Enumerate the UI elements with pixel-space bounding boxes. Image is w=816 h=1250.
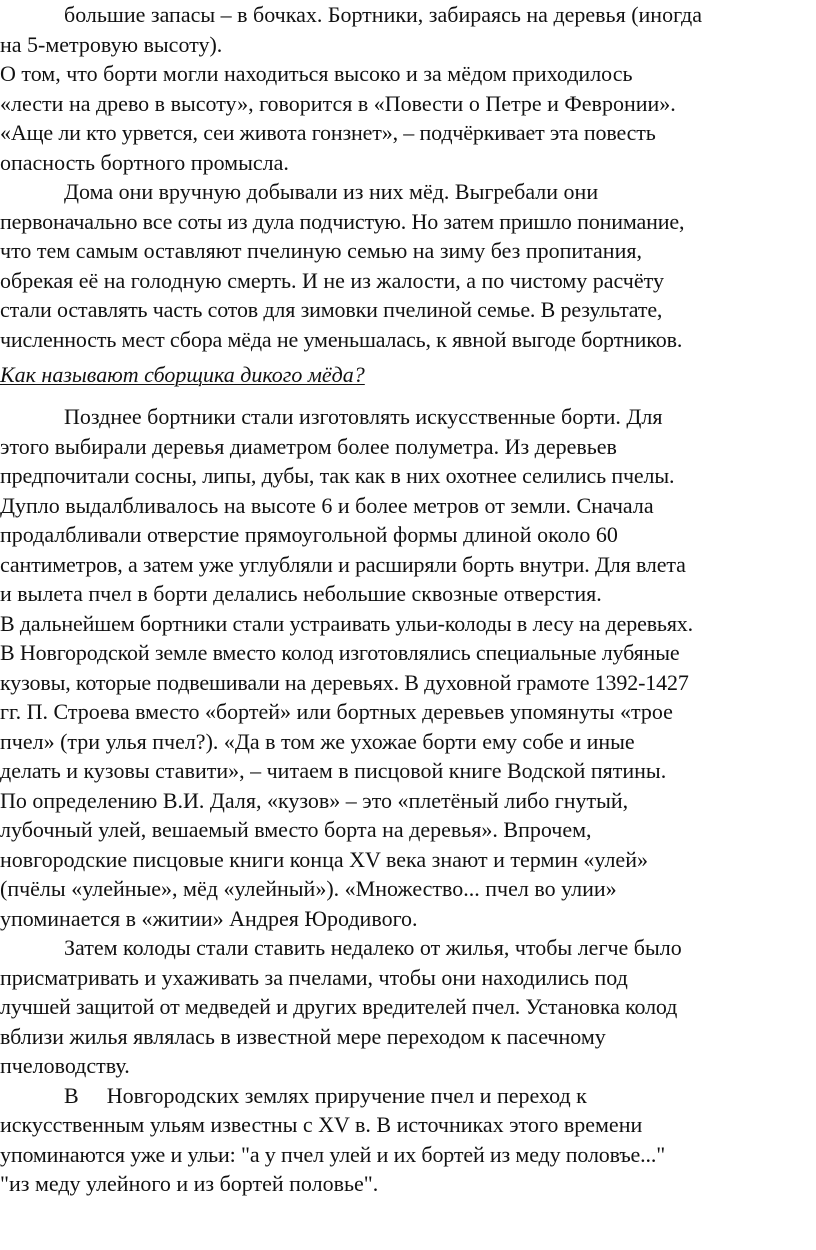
text-line: вблизи жилья являлась в известной мере переходом к пасечному bbox=[0, 1023, 606, 1049]
text-line: «Аще ли кто урвется, сеи живота гонзнет», – подчёркивает эта повесть bbox=[0, 120, 656, 145]
text-line: кузовы, которые подвешивали на деревьях. В духовной грамоте 1392-1427 bbox=[0, 669, 689, 695]
text-line: Позднее бортники стали изготовлять искусственные борти. Для bbox=[64, 404, 663, 429]
text-line: сантиметров, а затем уже углубляли и расширяли борть внутри. Для влета bbox=[0, 551, 686, 577]
text-line: упоминается в «житии» Андрея Юродивого. bbox=[0, 905, 418, 931]
text-line: лубочный улей, вешаемый вместо борта на деревья». Впрочем, bbox=[0, 817, 592, 842]
text-line: Дома они вручную добывали из них мёд. Выгребали они bbox=[64, 179, 599, 204]
text-line: пчел» (три улья пчел?). «Да в том же ухожае борти ему собе и иные bbox=[0, 728, 635, 754]
text-line: большие запасы – в бочках. Бортники, забираясь на деревья (иногда bbox=[64, 2, 702, 27]
text-fragment: Новгородских землях приручение пчел и переход к bbox=[106, 1082, 587, 1108]
text-line: и вылета пчел в борти делались небольшие сквозные отверстия. bbox=[0, 581, 602, 606]
text-line: Дупло выдалбливалось на высоте 6 и более метров от земли. Сначала bbox=[0, 492, 654, 518]
text-line: (пчёлы «улейные», мёд «улейный»). «Множество... пчел во улии» bbox=[0, 876, 617, 901]
text-line: численность мест сбора мёда не уменьшалась, к явной выгоде бортников. bbox=[0, 326, 683, 352]
text-line: В дальнейшем бортники стали устраивать ульи-колоды в лесу на деревьях. bbox=[0, 610, 693, 636]
text-line: искусственным ульям известны с XV в. В источниках этого времени bbox=[0, 1112, 643, 1137]
text-line: В Новгородской земле вместо колод изготовлялись специальные лубяные bbox=[0, 640, 680, 665]
text-line: пчеловодству. bbox=[0, 1053, 130, 1078]
text-line: на 5-метровую высоту). bbox=[0, 31, 223, 57]
text-line: О том, что борти могли находиться высоко и за мёдом приходилось bbox=[0, 61, 633, 86]
text-line: опасность бортного промысла. bbox=[0, 149, 289, 175]
text-block-top bbox=[0, 0, 816, 354]
text-line: этого выбирали деревья диаметром более полуметра. Из деревьев bbox=[0, 433, 617, 459]
text-line: присматривать и ухаживать за пчелами, чтобы они находились под bbox=[0, 964, 628, 990]
text-line bbox=[0, 1081, 816, 1111]
text-line: предпочитали сосны, липы, дубы, так как в них охотнее селились пчелы. bbox=[0, 463, 675, 488]
question-heading: Как называют сборщика дикого мёда? bbox=[0, 362, 365, 387]
text-line: новгородские писцовые книги конца XV века знают и термин «улей» bbox=[0, 846, 648, 872]
text-line: лучшей защитой от медведей и других вредителей пчел. Установка колод bbox=[0, 994, 678, 1019]
text-line: Затем колоды стали ставить недалеко от жилья, чтобы легче было bbox=[64, 935, 682, 960]
text-line: «лести на древо в высоту», говорится в «Повести о Петре и Февронии». bbox=[0, 90, 676, 116]
text-fragment: В bbox=[64, 1082, 79, 1108]
text-line: гг. П. Строева вместо «бортей» или бортных деревьев упомянуты «трое bbox=[0, 699, 673, 724]
text-line: По определению В.И. Даля, «кузов» – это «плетёный либо гнутый, bbox=[0, 787, 629, 813]
text-line: упоминаются уже и ульи: "а у пчел улей и их бортей из меду половъе..." bbox=[0, 1141, 666, 1167]
text-line: делать и кузовы ставити», – читаем в писцовой книге Водской пятины. bbox=[0, 758, 667, 783]
text-line: "из меду улейного и из бортей половье". bbox=[0, 1171, 379, 1196]
text-line: что тем самым оставляют пчелиную семью на зиму без пропитания, bbox=[0, 238, 642, 263]
text-line: продалбливали отверстие прямоугольной формы длиной около 60 bbox=[0, 522, 618, 547]
text-block-main bbox=[0, 402, 816, 1199]
text-line: первоначально все соты из дула подчистую. Но затем пришло понимание, bbox=[0, 208, 685, 234]
text-line: обрекая её на голодную смерть. И не из жалости, а по чистому расчёту bbox=[0, 267, 664, 293]
text-line: стали оставлять часть сотов для зимовки пчелиной семье. В результате, bbox=[0, 297, 663, 322]
